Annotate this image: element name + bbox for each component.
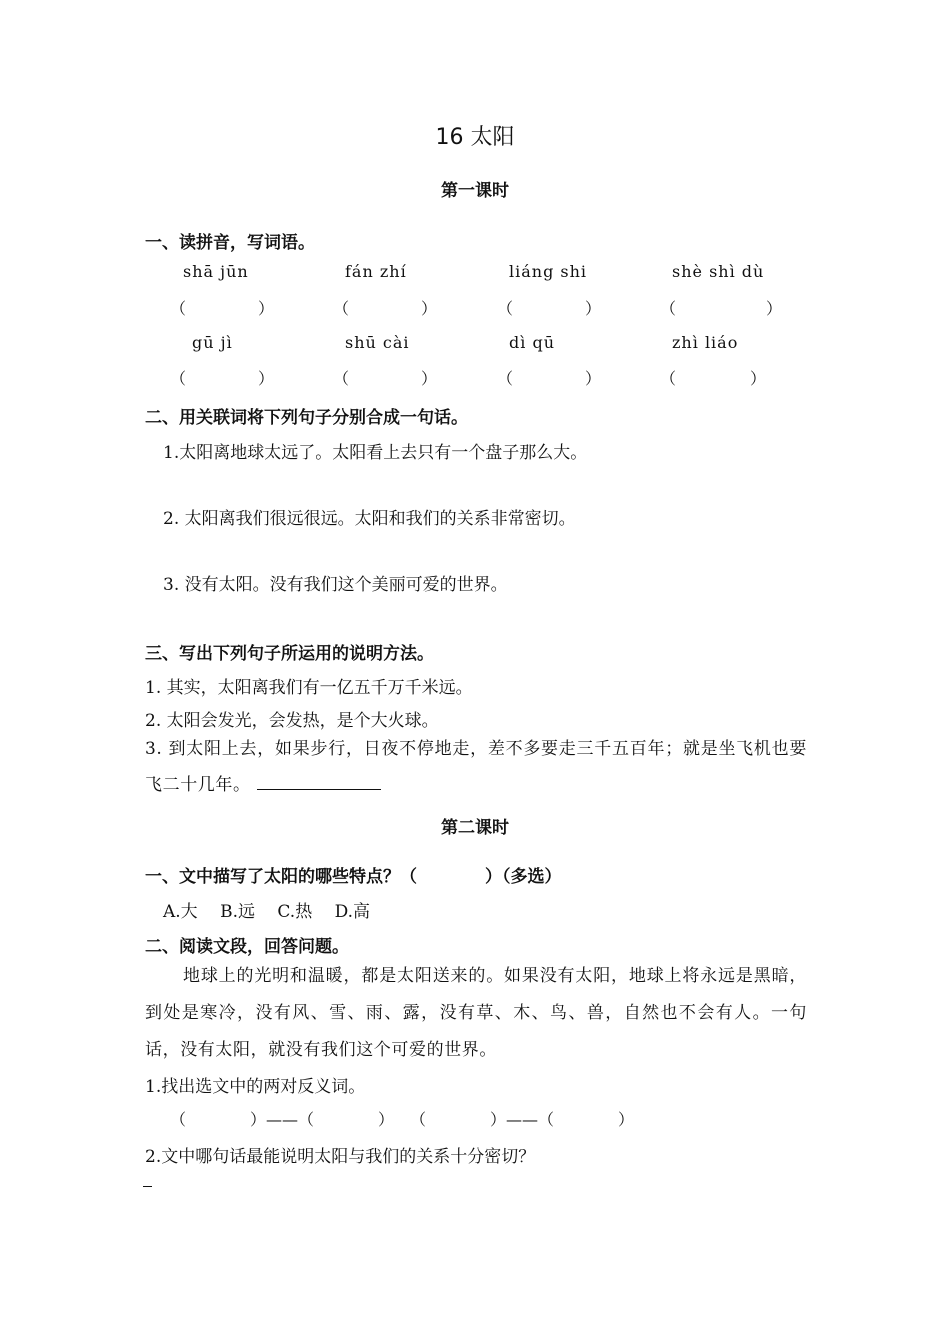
answer-blank-line	[257, 775, 381, 790]
pinyin-1: shā jūn	[183, 262, 249, 281]
answer-close-paren: ）	[421, 369, 438, 388]
pinyin-3: liáng shi	[509, 262, 588, 281]
l2-q2-sub-2: 2.文中哪句话最能说明太阳与我们的关系十分密切？	[145, 1147, 536, 1167]
l1-q3-item-1: 1. 其实，太阳离我们有一亿五千万千米远。	[145, 678, 473, 698]
l1-q2-heading: 二、用关联词将下列句子分别合成一句话。	[145, 408, 468, 428]
l1-q2-item-1: 1.太阳离地球太远了。太阳看上去只有一个盘子那么大。	[163, 443, 588, 463]
answer-line-start	[143, 1186, 152, 1187]
answer-open-paren: （	[497, 299, 514, 318]
pinyin-5: gū jì	[192, 333, 233, 352]
answer-open-paren: （	[497, 369, 514, 388]
l1-q3-item-3-text: 3. 到太阳上去，如果步行，日夜不停地走，差不多要走三千五百年；就是坐飞机也要飞二十几年。	[145, 739, 807, 795]
l1-q1-heading: 一、读拼音，写词语。	[145, 233, 315, 253]
answer-open-paren: （	[170, 299, 187, 318]
l1-q3-item-2: 2. 太阳会发光，会发热，是个大火球。	[145, 711, 439, 731]
answer-open-paren: （	[333, 369, 350, 388]
answer-open-paren: （	[333, 299, 350, 318]
l2-q2-sub-1: 1.找出选文中的两对反义词。	[145, 1077, 366, 1097]
answer-open-paren: （	[660, 299, 677, 318]
pinyin-7: dì qū	[509, 333, 555, 352]
l1-q2-item-2: 2. 太阳离我们很远很远。太阳和我们的关系非常密切。	[163, 509, 576, 529]
lesson-2-label: 第二课时	[441, 818, 509, 838]
lesson-1-label: 第一课时	[441, 181, 509, 201]
l2-q1-heading: 一、文中描写了太阳的哪些特点？（ ）（多选）	[145, 867, 562, 887]
l1-q3-item-3	[145, 731, 807, 803]
answer-close-paren: ）	[585, 299, 602, 318]
answer-open-paren: （	[660, 369, 677, 388]
pinyin-6: shū cài	[345, 333, 410, 352]
l1-q2-item-3: 3. 没有太阳。没有我们这个美丽可爱的世界。	[163, 575, 508, 595]
answer-close-paren: ）	[258, 369, 275, 388]
reading-passage: 地球上的光明和温暖，都是太阳送来的。如果没有太阳，地球上将永远是黑暗，到处是寒冷，没有风、雪、雨、露，没有草、木、鸟、兽，自然也不会有人。一句话，没有太阳，就没有我们这个可爱的世界。	[145, 966, 807, 1060]
pinyin-2: fán zhí	[345, 262, 407, 281]
l2-q2-heading: 二、阅读文段，回答问题。	[145, 937, 349, 957]
pinyin-8: zhì liáo	[672, 333, 739, 352]
antonym-pairs: （ ）——（ ） （ ）——（ ）	[170, 1110, 635, 1129]
answer-close-paren: ）	[766, 299, 783, 318]
answer-close-paren: ）	[258, 299, 275, 318]
l1-q3-heading: 三、写出下列句子所运用的说明方法。	[145, 644, 434, 664]
answer-close-paren: ）	[585, 369, 602, 388]
answer-close-paren: ）	[750, 369, 767, 388]
pinyin-4: shè shì dù	[672, 262, 765, 281]
answer-close-paren: ）	[421, 299, 438, 318]
answer-open-paren: （	[170, 369, 187, 388]
l2-q1-options: A.大 B.远 C.热 D.高	[163, 902, 371, 922]
page-title: 16 太阳	[435, 125, 515, 150]
